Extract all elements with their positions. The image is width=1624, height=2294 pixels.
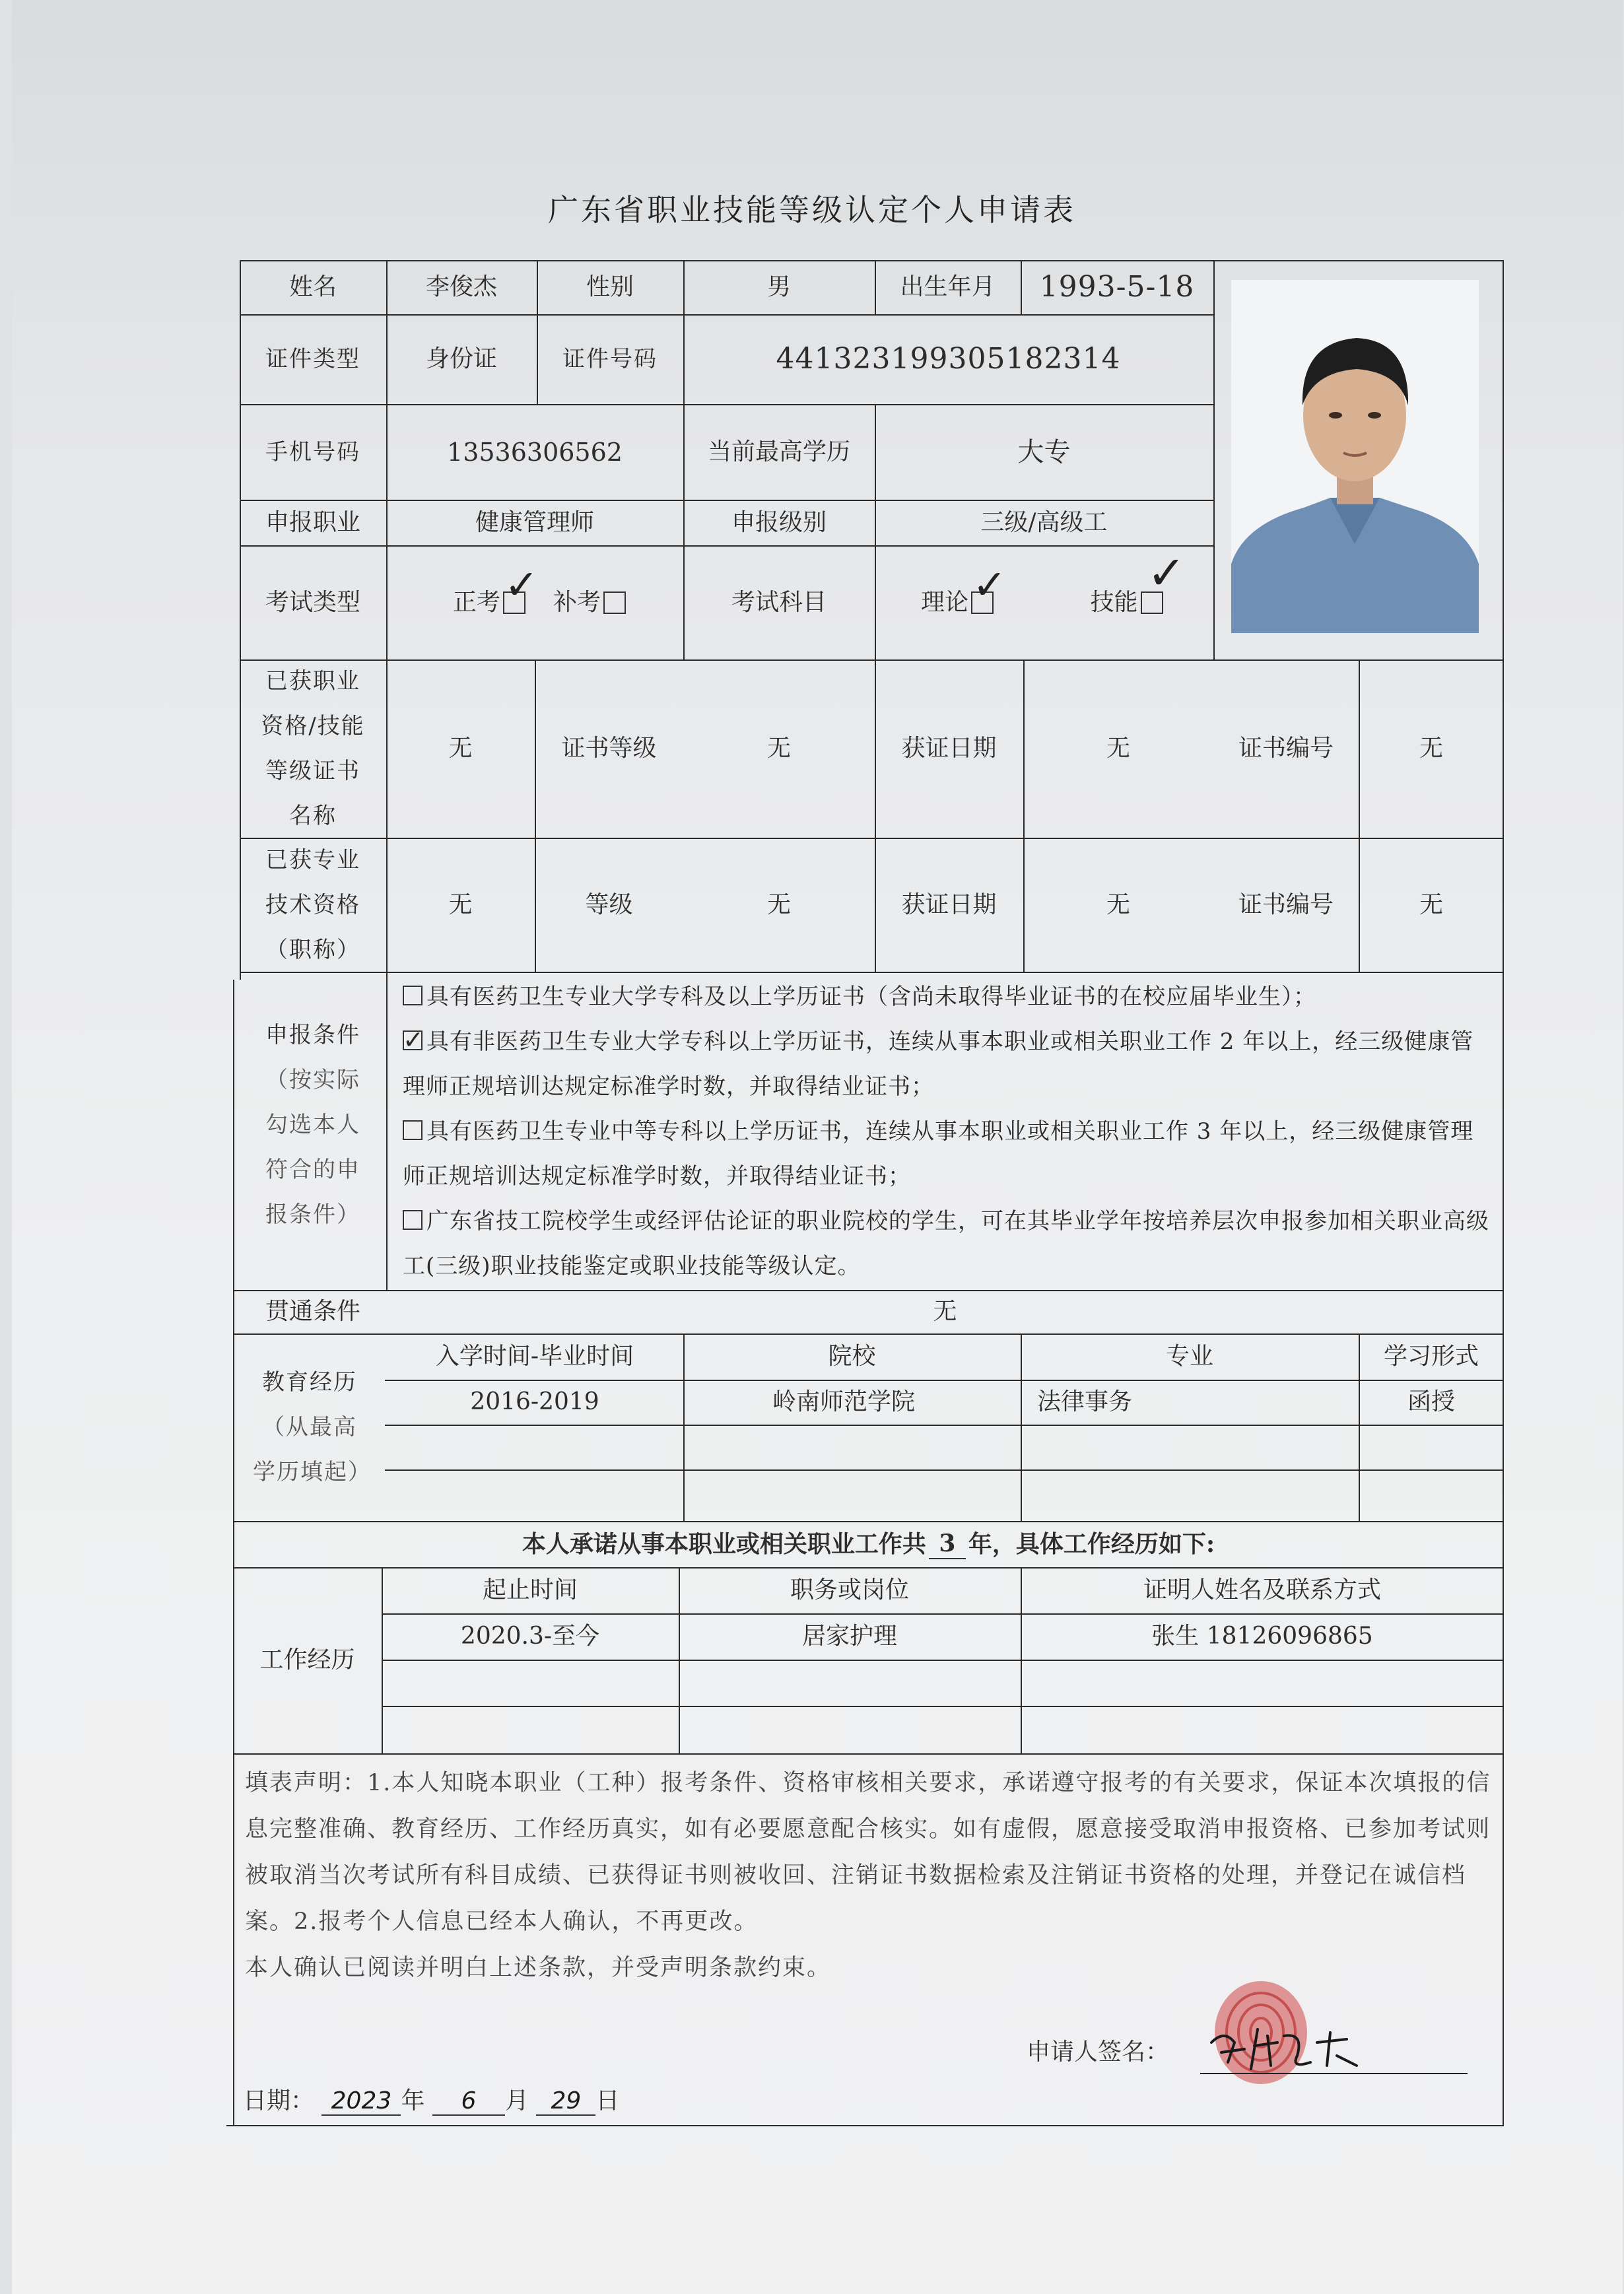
edu-row-3-school [683,1469,1021,1521]
birth-value: 1993-5-18 [1039,270,1195,304]
gender-value: 男 [766,273,791,300]
birth-label: 出生年月 [900,273,996,300]
date-month-unit: 月 [504,2087,529,2114]
phone-value: 13536306562 [447,437,623,467]
title-qualification-value: 无 [448,891,473,918]
condition-3-text: 具有医药卫生专业中等专科以上学历证书，连续从事本职业或相关职业工作 3 年以上，经三级健康管理师正规培训达规定标准学时数，并取得结业证书； [403,1118,1474,1190]
edu-row-1-form: 函授 [1407,1388,1455,1415]
condition-item-2[interactable] [403,1019,1492,1109]
edu-row-3-time [386,1469,683,1521]
condition-2-text: 具有非医药卫生专业大学专科以上学历证书，连续从事本职业或相关职业工作 2 年以上，经三级健康管理师正规培训达规定标准学时数，并取得结业证书； [403,1029,1474,1100]
education-label: 教育经历 [262,1369,357,1396]
work-row-2-period [382,1660,679,1706]
exam-theory-option[interactable] [875,545,1040,659]
work-promise-suffix: 年，具体工作经历如下: [968,1530,1215,1558]
edu-row-2-time [386,1425,683,1469]
work-promise [233,1521,1504,1567]
signature-label: 申请人签名： [1027,2039,1170,2066]
exam-skill-option[interactable] [1040,545,1213,659]
condition-4-checkbox[interactable] [403,1210,423,1230]
cert-date-value: 无 [1106,735,1130,762]
edu-row-2-school [683,1425,1021,1469]
edu-row-2-major [1021,1425,1359,1469]
cert-date-label: 获证日期 [901,735,997,762]
edu-header-major: 专业 [1165,1343,1213,1370]
exam-makeup-label: 补考 [553,588,601,616]
edu-value: 大专 [1017,436,1071,467]
education-label-block [253,1333,372,1521]
edu-row-2-form [1359,1425,1504,1469]
title-date-value: 无 [1106,891,1130,918]
condition-item-3[interactable] [403,1109,1492,1199]
title-no-value: 无 [1419,891,1443,918]
cert-no-label: 证书编号 [1238,735,1334,762]
job-value: 健康管理师 [475,508,594,536]
work-row-2-position [679,1660,1021,1706]
cert-no-value: 无 [1419,735,1443,762]
cert-grade-value: 无 [766,735,791,762]
application-form [240,260,1504,2125]
work-row-1-position: 居家护理 [801,1623,897,1650]
title-grade-value: 无 [766,891,791,918]
through-value: 无 [933,1298,957,1325]
name-label: 姓名 [288,273,337,300]
work-header-witness: 证明人姓名及联系方式 [1143,1576,1381,1603]
edu-row-3-form [1359,1469,1504,1521]
work-promise-years: 3 [929,1529,966,1559]
exam-makeup-checkbox[interactable] [603,591,626,614]
exam-theory-checkbox[interactable]: ✓ [971,591,994,614]
phone-label: 手机号码 [265,438,360,465]
name-value: 李俊杰 [425,273,497,300]
condition-item-1[interactable] [403,974,1492,1019]
work-label: 工作经历 [259,1646,355,1673]
condition-2-checkbox[interactable]: ✓ [403,1025,424,1054]
cert-qualification-label: 已获职业资格/技能等级证书名称 [261,668,365,829]
title-grade-label: 等级 [585,891,633,918]
date-month[interactable]: 6 [432,2087,505,2116]
edu-header-school: 院校 [828,1343,876,1370]
gender-label: 性别 [586,273,634,300]
date-label: 日期： [243,2087,315,2114]
date-day[interactable]: 29 [536,2087,595,2116]
conditions-list [403,974,1492,1289]
edu-label: 当前最高学历 [707,438,850,465]
edu-row-3-major [1021,1469,1359,1521]
condition-1-text: 具有医药卫生专业大学专科及以上学历证书（含尚未取得毕业证书的在校应届毕业生）； [426,984,1316,1010]
work-row-1-period: 2020.3-至今 [460,1623,600,1650]
job-label: 申报职业 [265,508,360,536]
exam-regular-checkbox[interactable]: ✓ [503,591,525,614]
cert-grade-label: 证书等级 [561,735,657,762]
conditions-label: 申报条件 [265,1022,360,1048]
edu-header-time: 入学时间-毕业时间 [435,1343,634,1370]
condition-3-checkbox[interactable] [403,1120,423,1140]
title-no-label: 证书编号 [1238,891,1334,918]
title-date-label: 获证日期 [901,891,997,918]
work-row-1-witness: 张生 18126096865 [1151,1623,1373,1650]
edu-row-1-major: 法律事务 [1037,1388,1133,1415]
applicant-photo [1231,280,1479,633]
work-promise-prefix: 本人承诺从事本职业或相关职业工作共 [522,1530,926,1558]
level-value: 三级/高级工 [980,508,1108,536]
exam-regular-option[interactable] [386,545,539,659]
work-row-3-period [382,1706,679,1753]
through-label: 贯通条件 [265,1298,360,1325]
id-type-label: 证件类型 [265,346,360,372]
conditions-sublabel: （按实际勾选本人符合的申报条件） [265,1067,360,1228]
date-year-unit: 年 [401,2087,425,2114]
date-year[interactable]: 2023 [321,2087,401,2116]
conditions-label-block [256,986,370,1277]
declaration-block [245,1760,1496,1991]
edu-row-1-time: 2016-2019 [470,1388,599,1415]
exam-makeup-option[interactable] [535,545,683,659]
exam-subject-label: 考试科目 [731,588,827,616]
work-row-3-witness [1021,1706,1504,1753]
exam-skill-label: 技能 [1090,588,1138,616]
edu-header-form: 学习形式 [1383,1343,1479,1370]
person-photo-icon [1231,280,1479,633]
work-row-2-witness [1021,1660,1504,1706]
date-row [243,2082,619,2116]
title-qualification-label: 已获专业技术资格（职称） [265,846,360,963]
condition-4-text: 广东省技工院校学生或经评估论证的职业院校的学生，可在其毕业学年按培养层次申报参加相关职业高级工(三级)职业技能鉴定或职业技能等级认定。 [403,1208,1489,1279]
exam-type-label: 考试类型 [265,588,360,616]
level-label: 申报级别 [731,508,827,536]
condition-item-4[interactable] [403,1199,1492,1289]
handwritten-signature [1205,2016,1370,2075]
id-no-value: 441323199305182314 [776,342,1121,376]
work-row-3-position [679,1706,1021,1753]
education-sublabel: （从最高学历填起） [253,1414,372,1485]
work-header-position: 职务或岗位 [790,1576,909,1603]
exam-theory-label: 理论 [920,588,968,616]
condition-1-checkbox[interactable] [403,986,423,1005]
edu-row-1-school: 岭南师范学院 [772,1388,916,1415]
declaration-confirm: 本人确认已阅读并明白上述条款，并受声明条款约束。 [245,1955,832,1981]
declaration-text: 填表声明：1.本人知晓本职业（工种）报考条件、资格审核相关要求，承诺遵守报考的有关要求，保证本次填报的信息完整准确、教育经历、工作经历真实，如有必要愿意配合核实。如有虚假，愿意接受取消申报资格、已参加考试则被取消当次考试所有科目成绩、已获得证书则被收回、注销证书数据检索及注销证书资格的处理，并登记在诚信档案。2.报考个人信息已经本人确认，不再更改。 [245,1770,1491,1935]
date-day-unit: 日 [595,2087,620,2114]
signature-line [1200,2073,1468,2074]
id-type-value: 身份证 [425,345,497,372]
cert-qualification-value: 无 [448,735,473,762]
exam-skill-checkbox[interactable]: ✓ [1141,591,1163,614]
id-no-label: 证件号码 [562,346,658,372]
form-title: 广东省职业技能等级认定个人申请表 [548,192,1076,228]
work-header-period: 起止时间 [482,1576,578,1603]
exam-regular-label: 正考 [452,588,500,616]
